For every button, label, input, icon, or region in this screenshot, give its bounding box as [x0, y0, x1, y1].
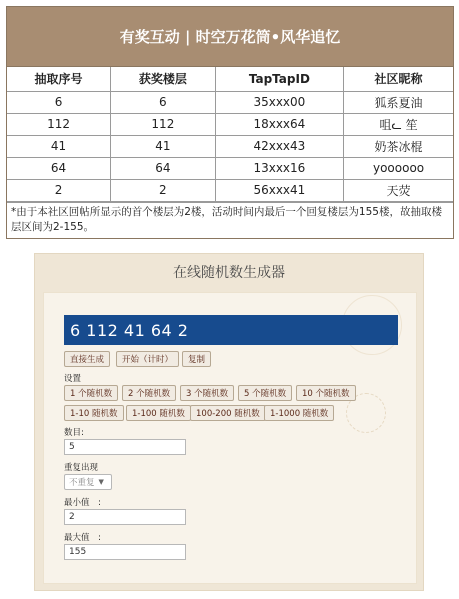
- table-cell: 64: [7, 157, 111, 179]
- preset-range-100-200-button[interactable]: 100-200 随机数: [190, 405, 266, 421]
- max-label: 最大值 :: [64, 533, 101, 543]
- table-cell: 6: [111, 91, 216, 113]
- preset-10-button[interactable]: 10 个随机数: [296, 385, 356, 401]
- table-cell: 13xxx16: [215, 157, 343, 179]
- generator-title: 在线随机数生成器: [173, 265, 285, 281]
- min-input[interactable]: 2: [64, 509, 186, 525]
- repeat-select-value: 不重复: [69, 478, 95, 488]
- table-cell: 2: [7, 179, 111, 201]
- column-header: 社区昵称: [344, 67, 453, 91]
- table-row: [7, 135, 453, 157]
- table-header-row: [7, 67, 453, 91]
- table-cell: 112: [111, 113, 216, 135]
- start-timer-button[interactable]: 开始（计时）: [116, 351, 179, 367]
- results-title: 有奖互动 | 时空万花筒•风华追忆: [7, 7, 453, 67]
- direct-generate-button[interactable]: 直接生成: [64, 351, 110, 367]
- table-cell: 2: [111, 179, 216, 201]
- table-cell: 112: [7, 113, 111, 135]
- table-cell: 咀ᓚ 笙: [344, 113, 453, 135]
- column-header: 抽取序号: [7, 67, 111, 91]
- lottery-results-card: [6, 6, 454, 239]
- table-row: [7, 113, 453, 135]
- table-row: [7, 91, 453, 113]
- repeat-label: 重复出现: [64, 463, 99, 473]
- table-cell: 41: [111, 135, 216, 157]
- preset-range-1-10-button[interactable]: 1-10 随机数: [64, 405, 124, 421]
- table-cell: yoooooo: [344, 157, 453, 179]
- table-cell: 18xxx64: [215, 113, 343, 135]
- table-cell: 狐系夏油: [344, 91, 453, 113]
- table-cell: 41: [7, 135, 111, 157]
- table-cell: 奶茶冰棍: [344, 135, 453, 157]
- table-cell: 35xxx00: [215, 91, 343, 113]
- column-header: TapTapID: [215, 67, 343, 91]
- count-input[interactable]: 5: [64, 439, 186, 455]
- min-label: 最小值 :: [64, 498, 101, 508]
- generator-body: [43, 292, 417, 584]
- column-header: 获奖楼层: [111, 67, 216, 91]
- preset-3-button[interactable]: 3 个随机数: [180, 385, 234, 401]
- table-cell: 天荧: [344, 179, 453, 201]
- preset-5-button[interactable]: 5 个随机数: [238, 385, 292, 401]
- range-note: *由于本社区回帖所显示的首个楼层为2楼，活动时间内最后一个回复楼层为155楼，故抽取楼层区间为2-155。: [7, 202, 453, 238]
- chevron-down-icon: ▼: [98, 478, 104, 486]
- max-input[interactable]: 155: [64, 544, 186, 560]
- preset-range-1-100-button[interactable]: 1-100 随机数: [126, 405, 191, 421]
- result-output[interactable]: 6 112 41 64 2: [64, 315, 398, 345]
- table-row: [7, 179, 453, 201]
- table-cell: 56xxx41: [215, 179, 343, 201]
- repeat-select[interactable]: [64, 474, 112, 490]
- settings-label: 设置: [64, 374, 82, 384]
- table-cell: 64: [111, 157, 216, 179]
- table-cell: 6: [7, 91, 111, 113]
- preset-1-button[interactable]: 1 个随机数: [64, 385, 118, 401]
- table-cell: 42xxx43: [215, 135, 343, 157]
- table-row: [7, 157, 453, 179]
- copy-button[interactable]: 复制: [182, 351, 211, 367]
- random-number-generator: [34, 253, 424, 591]
- preset-2-button[interactable]: 2 个随机数: [122, 385, 176, 401]
- results-table: [7, 67, 453, 202]
- preset-range-1-1000-button[interactable]: 1-1000 随机数: [264, 405, 334, 421]
- count-label: 数目:: [64, 428, 84, 438]
